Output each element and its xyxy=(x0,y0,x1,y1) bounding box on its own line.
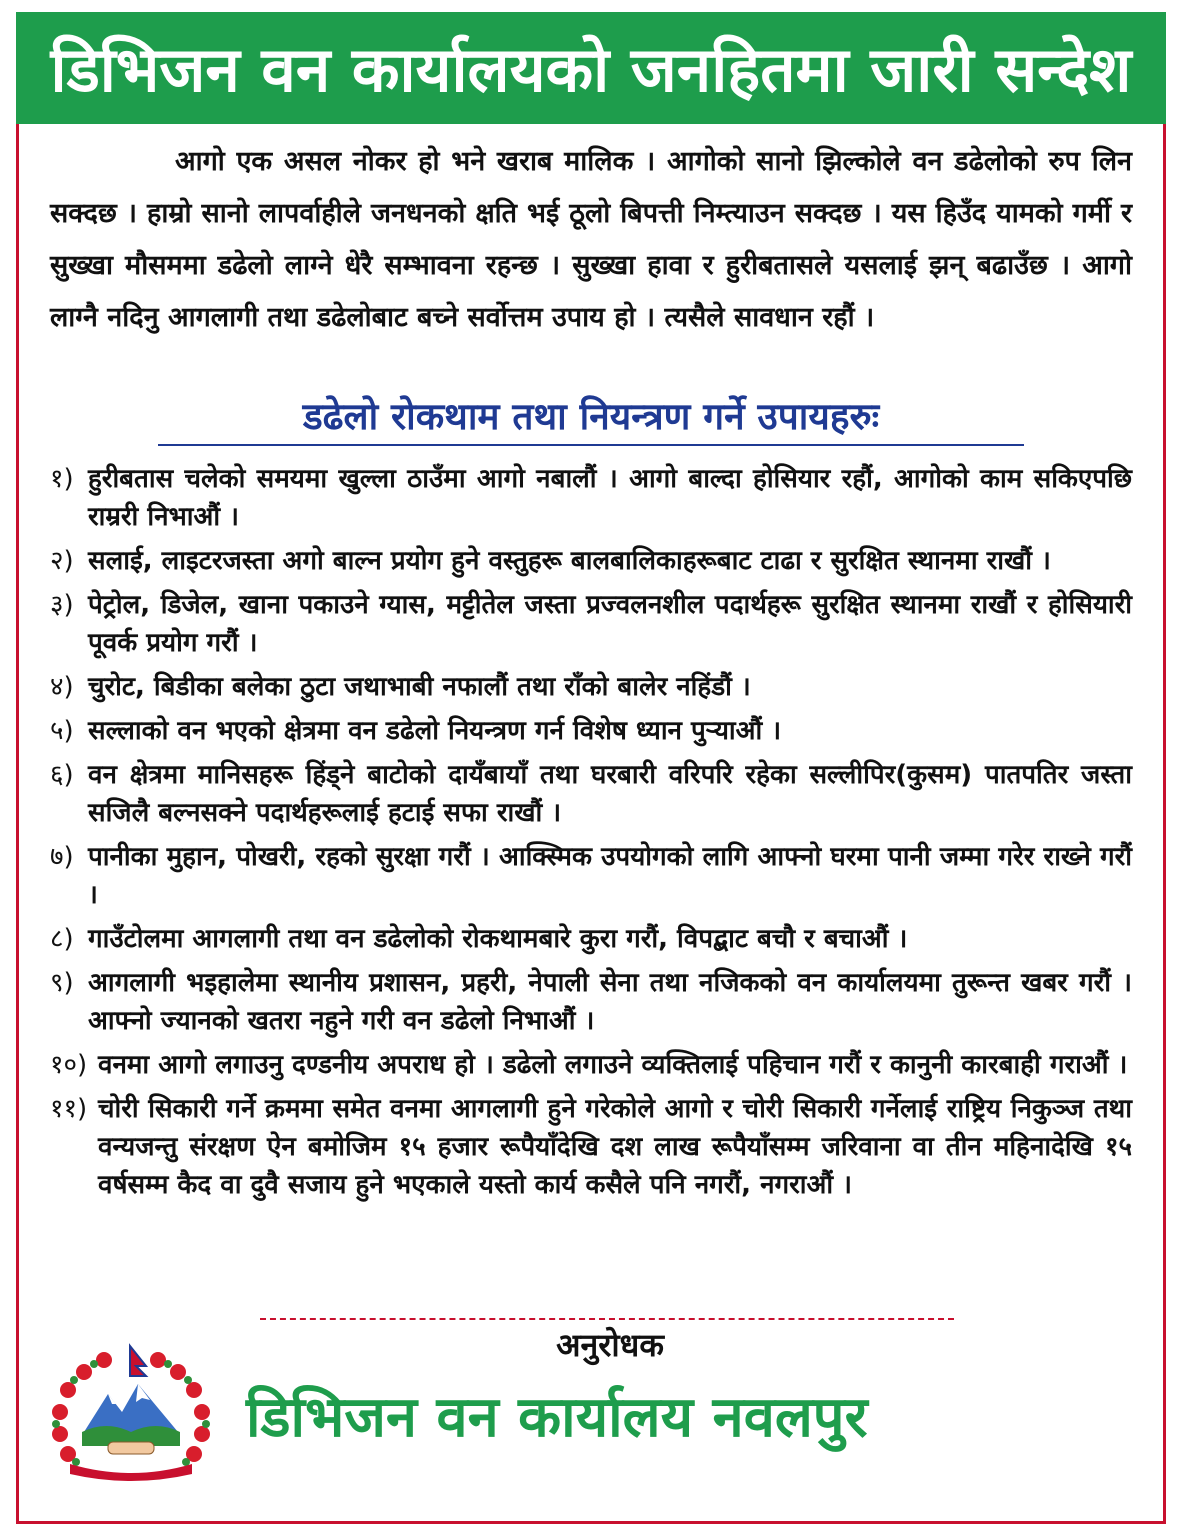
item-text: वनमा आगो लगाउनु दण्डनीय अपराध हो । डढेलो लगाउने व्यक्तिलाई पहिचान गरौं र कानुनी कारबाही गराऔं । xyxy=(98,1050,1128,1080)
item-text: हुरीबतास चलेको समयमा खुल्ला ठाउँमा आगो नबालौं । आगो बाल्दा होसियार रहौं, आगोको काम सकिएपछि राम्ररी निभाऔं । xyxy=(88,464,1132,532)
list-item xyxy=(50,668,1132,706)
list-item xyxy=(50,920,1132,958)
list-item xyxy=(50,712,1132,750)
intro-paragraph: आगो एक असल नोकर हो भने खराब मालिक । आगोको सानो झिल्कोले वन डढेलोको रुप लिन सक्दछ । हाम्रो सानो लापर्वाहीले जनधनको क्षति भई ठूलो बिपत्ती निम्त्याउन सक्दछ । यस हिउँद यामको गर्मी र सुख्खा मौसममा डढेलो लाग्ने धेरै सम्भावना रहन्छ । सुख्खा हावा र हुरीबतासले यसलाई झन् बढाउँछ । आगो लाग्नै नदिनु आगलागी तथा डढेलोबाट बच्ने सर्वोत्तम उपाय हो । त्यसैले सावधान रहौं । xyxy=(50,146,1132,333)
item-text: चोरी सिकारी गर्ने क्रममा समेत वनमा आगलागी हुने गरेकोले आगो र चोरी सिकारी गर्नेलाई राष्ट्रिय निकुञ्ज तथा वन्यजन्तु संरक्षण ऐन बमोजिम १५ हजार रूपैयाँदेखि दश लाख रूपैयाँसम्म जरिवाना वा तीन महिनादेखि १५ वर्षसम्म कैद वा दुवै सजाय हुने भएकाले यस्तो कार्य कसैले पनि नगरौं, नगराऔं । xyxy=(98,1094,1132,1200)
banner-title: डिभिजन वन कार्यालयको जनहितमा जारी सन्देश xyxy=(50,33,1132,106)
item-number: ५) xyxy=(50,716,74,746)
list-item xyxy=(50,586,1132,662)
item-number: ६) xyxy=(50,760,74,790)
item-text: आगलागी भइहालेमा स्थानीय प्रशासन, प्रहरी, नेपाली सेना तथा नजिकको वन कार्यालयमा तुरून्त खबर गरौं । आफ्नो ज्यानको खतरा नहुने गरी वन डढेलो निभाऔं । xyxy=(88,968,1132,1036)
list-item xyxy=(50,1046,1132,1084)
item-number: ३) xyxy=(50,590,74,620)
dashed-divider xyxy=(260,1318,954,1320)
office-name: डिभिजन वन कार्यालय नवलपुर xyxy=(246,1385,868,1450)
list-item xyxy=(50,838,1132,914)
list-item xyxy=(50,964,1132,1040)
list-item xyxy=(50,756,1132,832)
item-text: वन क्षेत्रमा मानिसहरू हिंड्ने बाटोको दायँबायाँ तथा घरबारी वरिपरि रहेका सल्लीपिर(कुसम) पातपतिर जस्ता सजिलै बल्नसक्ने पदार्थहरूलाई हटाई सफा राखौं । xyxy=(88,760,1132,828)
item-number: १०) xyxy=(50,1050,88,1080)
item-number: २) xyxy=(50,546,74,576)
list-item xyxy=(50,542,1132,580)
section-heading: डढेलो रोकथाम तथा नियन्त्रण गर्ने उपायहरुः xyxy=(158,392,1024,446)
item-text: पानीका मुहान, पोखरी, रहको सुरक्षा गरौं । आक्स्मिक उपयोगको लागि आफ्नो घरमा पानी जम्मा गरेर राख्ने गरौं । xyxy=(88,842,1132,910)
item-text: सल्लाको वन भएको क्षेत्रमा वन डढेलो नियन्त्रण गर्न विशेष ध्यान पुऱ्याऔं । xyxy=(88,716,782,746)
nepal-emblem-icon xyxy=(46,1342,216,1482)
requester-label: अनुरोधक xyxy=(556,1326,664,1364)
measures-list xyxy=(50,460,1132,1210)
item-number: ७) xyxy=(50,842,74,872)
item-text: चुरोट, बिडीका बलेका ठुटा जथाभाबी नफालौं तथा राँको बालेर नहिंडौं । xyxy=(88,672,751,702)
item-number: ४) xyxy=(50,672,74,702)
item-text: गाउँटोलमा आगलागी तथा वन डढेलोको रोकथामबारे कुरा गरौं, विपद्बाट बचौ र बचाऔं । xyxy=(88,924,908,954)
item-text: सलाई, लाइटरजस्ता अगो बाल्न प्रयोग हुने वस्तुहरू बालबालिकाहरूबाट टाढा र सुरक्षित स्थानमा राखौं । xyxy=(88,546,1051,576)
header-banner xyxy=(16,12,1166,124)
item-number: ९) xyxy=(50,968,74,998)
item-number: १) xyxy=(50,464,74,494)
list-item xyxy=(50,460,1132,536)
list-item xyxy=(50,1090,1132,1204)
item-text: पेट्रोल, डिजेल, खाना पकाउने ग्यास, मट्टीतेल जस्ता प्रज्वलनशील पदार्थहरू सुरक्षित स्थानमा राखौं र होसियारी पूवर्क प्रयोग गरौं । xyxy=(88,590,1132,658)
item-number: ११) xyxy=(50,1094,88,1124)
item-number: ८) xyxy=(50,924,74,954)
